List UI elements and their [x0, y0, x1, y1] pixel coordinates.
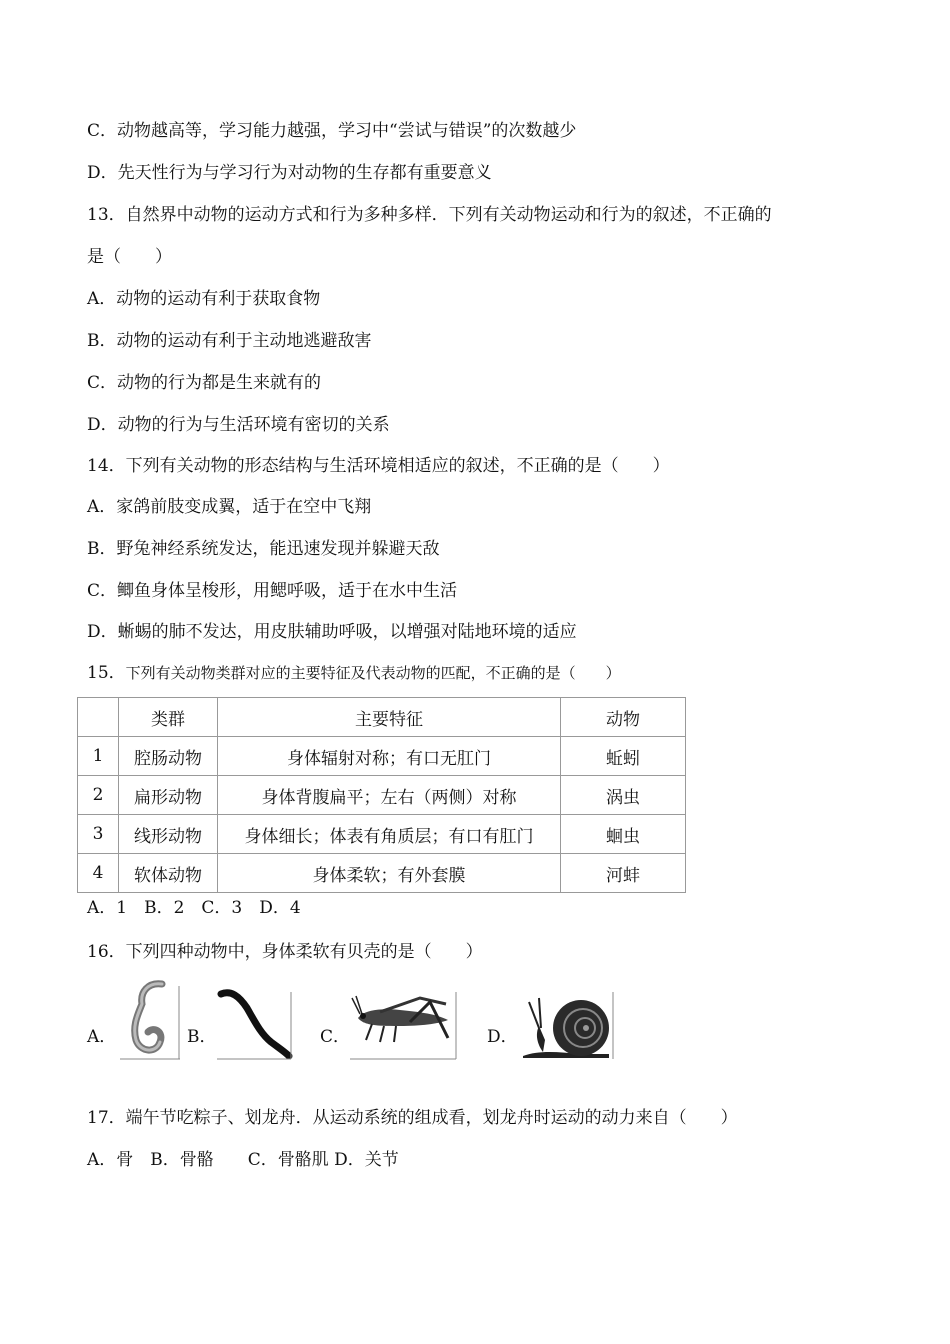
- table-cell: 身体细长；体表有角质层；有口有肛门: [218, 815, 561, 854]
- table-cell: 身体背腹扁平；左右（两侧）对称: [218, 776, 561, 815]
- q15-table: [77, 697, 686, 893]
- table-header-cell: [78, 698, 119, 737]
- snail-image: [519, 978, 615, 1060]
- q14-option-b: B．野兔神经系统发达，能迅速发现并躲避天敌: [87, 539, 440, 559]
- table-cell: 腔肠动物: [119, 737, 218, 776]
- table-cell: 1: [78, 737, 119, 776]
- table-cell: 河蚌: [561, 854, 686, 893]
- q14-stem: 14．下列有关动物的形态结构与生活环境相适应的叙述，不正确的是（ ）: [87, 456, 670, 476]
- table-cell: 身体柔软；有外套膜: [218, 854, 561, 893]
- q13-stem: 13．自然界中动物的运动方式和行为多种多样．下列有关动物运动和行为的叙述，不正确的: [87, 205, 772, 225]
- table-header-cell: 类群: [119, 698, 218, 737]
- grasshopper-image: [350, 978, 458, 1060]
- q13-option-b: B．动物的运动有利于主动地逃避敌害: [87, 331, 372, 351]
- q16-stem: 16．下列四种动物中，身体柔软有贝壳的是（ ）: [87, 942, 483, 962]
- table-cell: 扁形动物: [119, 776, 218, 815]
- q16-options: [87, 978, 647, 1062]
- q13-stem-cont: 是（ ）: [87, 247, 172, 267]
- table-row: [78, 737, 686, 776]
- q17-stem: 17．端午节吃粽子、划龙舟．从运动系统的组成看，划龙舟时运动的动力来自（ ）: [87, 1108, 738, 1128]
- q15-number: 15．: [87, 663, 126, 683]
- table-cell: 线形动物: [119, 815, 218, 854]
- table-cell: 身体辐射对称；有口无肛门: [218, 737, 561, 776]
- q16-label-c: C．: [320, 1027, 351, 1047]
- table-row: [78, 815, 686, 854]
- table-cell: 涡虫: [561, 776, 686, 815]
- table-cell: 软体动物: [119, 854, 218, 893]
- hook-worm-image: [118, 978, 180, 1060]
- q14-option-d: D．蜥蜴的肺不发达，用皮肤辅助呼吸，以增强对陆地环境的适应: [87, 622, 577, 642]
- table-header-row: [78, 698, 686, 737]
- table-cell: 2: [78, 776, 119, 815]
- q15-text: 下列有关动物类群对应的主要特征及代表动物的匹配，不正确的是（ ）: [125, 664, 621, 682]
- table-header-cell: 动物: [561, 698, 686, 737]
- q16-label-b: B．: [187, 1027, 217, 1047]
- q13-option-a: A．动物的运动有利于获取食物: [87, 289, 321, 309]
- q17-options: A．骨 B．骨骼 C．骨骼肌 D．关节: [87, 1150, 399, 1170]
- table-row: [78, 854, 686, 893]
- q14-option-c: C．鲫鱼身体呈梭形，用鳃呼吸，适于在水中生活: [87, 581, 458, 601]
- table-cell: 蚯蚓: [561, 737, 686, 776]
- q14-option-a: A．家鸽前肢变成翼，适于在空中飞翔: [87, 497, 372, 517]
- q13-option-d: D．动物的行为与生活环境有密切的关系: [87, 415, 390, 435]
- q15-options: A．1 B．2 C．3 D．4: [87, 898, 301, 918]
- earthworm-image: [217, 978, 293, 1060]
- table-cell: 蛔虫: [561, 815, 686, 854]
- table-cell: 4: [78, 854, 119, 893]
- q13-option-c: C．动物的行为都是生来就有的: [87, 373, 322, 393]
- table-row: [78, 776, 686, 815]
- q12-option-c: C．动物越高等，学习能力越强，学习中“尝试与错误”的次数越少: [87, 121, 577, 141]
- q15-stem: [87, 661, 621, 685]
- q16-label-d: D．: [487, 1027, 518, 1047]
- table-cell: 3: [78, 815, 119, 854]
- q12-option-d: D．先天性行为与学习行为对动物的生存都有重要意义: [87, 163, 492, 183]
- q16-label-a: A．: [87, 1027, 117, 1047]
- table-header-cell: 主要特征: [218, 698, 561, 737]
